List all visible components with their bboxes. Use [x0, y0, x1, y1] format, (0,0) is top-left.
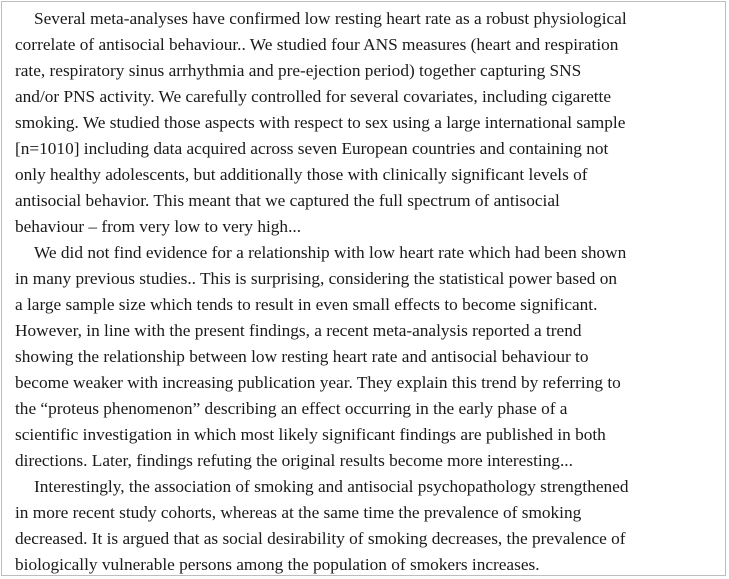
- text-line: in more recent study cohorts, whereas at the same time the prevalence of smoking: [15, 503, 582, 522]
- text-line: We did not find evidence for a relationship with low heart rate which had been shown: [34, 243, 627, 262]
- document-frame: [1, 1, 726, 576]
- text-line: behaviour – from very low to very high...: [15, 217, 302, 236]
- text-line: [n=1010] including data acquired across seven European countries and containing not: [15, 139, 609, 158]
- text-line: However, in line with the present findings, a recent meta-analysis reported a trend: [15, 321, 582, 340]
- paragraph-2: [15, 240, 719, 474]
- text-line: the “proteus phenomenon” describing an effect occurring in the early phase of a: [15, 399, 568, 418]
- text-line: correlate of antisocial behaviour.. We studied four ANS measures (heart and respiration: [15, 35, 619, 54]
- text-line: directions. Later, findings refuting the original results become more interesting...: [15, 451, 573, 470]
- text-line: decreased. It is argued that as social desirability of smoking decreases, the prevalence of: [15, 529, 626, 548]
- text-line: become weaker with increasing publication year. They explain this trend by referring to: [15, 373, 621, 392]
- text-line: biologically vulnerable persons among the population of smokers increases.: [15, 555, 540, 574]
- text-line: smoking. We studied those aspects with respect to sex using a large international sample: [15, 113, 626, 132]
- text-line: rate, respiratory sinus arrhythmia and pre-ejection period) together capturing SNS: [15, 61, 582, 80]
- text-line: only healthy adolescents, but additionally those with clinically significant levels of: [15, 165, 588, 184]
- text-body: [15, 6, 719, 578]
- text-line: antisocial behavior. This meant that we captured the full spectrum of antisocial: [15, 191, 560, 210]
- text-line: and/or PNS activity. We carefully controlled for several covariates, including cigarette: [15, 87, 612, 106]
- text-line: scientific investigation in which most likely significant findings are published in both: [15, 425, 606, 444]
- text-line: Interestingly, the association of smoking and antisocial psychopathology strengthened: [34, 477, 629, 496]
- text-line: showing the relationship between low resting heart rate and antisocial behaviour to: [15, 347, 589, 366]
- text-line: a large sample size which tends to result in even small effects to become significant.: [15, 295, 598, 314]
- paragraph-3: [15, 474, 719, 578]
- text-line: Several meta-analyses have confirmed low resting heart rate as a robust physiological: [34, 9, 627, 28]
- paragraph-1: [15, 6, 719, 240]
- text-line: in many previous studies.. This is surprising, considering the statistical power based on: [15, 269, 618, 288]
